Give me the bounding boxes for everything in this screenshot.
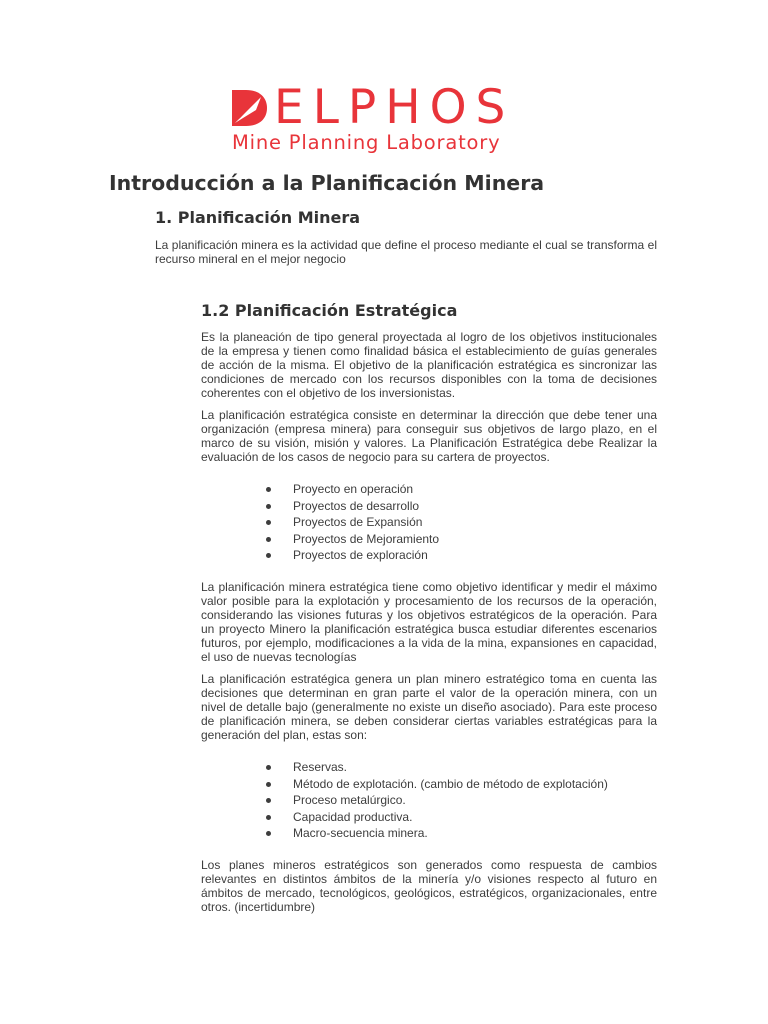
bullet-icon <box>266 537 271 542</box>
paragraph-plan-minero-estrategico: La planificación estratégica genera un plan minero estratégico toma en cuenta las decisiones que determinan en gran parte el valor de la operación minera, con un nivel de detalle bajo (generalmente no existe un diseño asociado). Para este proceso de planificación minera, se deben considerar ciertas variables estratégicas para la generación del plan, estas son: <box>201 671 657 742</box>
bullet-icon <box>266 765 271 770</box>
stylized-d-feather-icon <box>230 88 268 128</box>
paragraph-definition: La planificación minera es la actividad que define el proceso mediante el cual se transforma el recurso mineral en el mejor negocio <box>155 238 657 266</box>
section-heading-planificacion-estrategica: 1.2 Planificación Estratégica <box>201 301 458 320</box>
bullet-icon <box>266 504 271 509</box>
list-item: Macro-secuencia minera. <box>155 825 657 842</box>
bullet-icon <box>266 553 271 558</box>
bullet-icon <box>266 798 271 803</box>
list-item: Proyecto en operación <box>155 481 657 498</box>
list-item: Proyectos de Expansión <box>155 514 657 531</box>
list-item: Proyectos de desarrollo <box>155 498 657 515</box>
list-item: Método de explotación. (cambio de método de explotación) <box>155 776 657 793</box>
document-body <box>155 207 657 914</box>
list-item: Proyectos de exploración <box>155 547 657 564</box>
bullet-icon <box>266 831 271 836</box>
bullet-icon <box>266 487 271 492</box>
list-item: Proyectos de Mejoramiento <box>155 531 657 548</box>
paragraph-planes-estrategicos: Los planes mineros estratégicos son generados como respuesta de cambios relevantes en distintos ámbitos de la minería y/o visiones respecto al futuro en ámbitos de mercado, tecnológicos, geológicos, estratégicos, organizacionales, entre otros. (incertidumbre) <box>201 857 657 914</box>
delphos-logo <box>230 80 550 160</box>
logo-wordmark: ELPHOS <box>274 80 515 135</box>
document-title: Introducción a la Planificación Minera <box>109 171 545 195</box>
list-item: Reservas. <box>155 759 657 776</box>
list-item: Proceso metalúrgico. <box>155 792 657 809</box>
paragraph-planeacion-general: Es la planeación de tipo general proyectada al logro de los objetivos institucionales de la empresa y tienen como finalidad básica el establecimiento de guías generales de acción de la misma. El objetivo de la planificación estratégica es sincronizar las condiciones de mercado con los recursos disponibles con la toma de decisiones coherentes con el objetivo de los inversionistas. <box>201 330 657 400</box>
project-portfolio-list <box>155 481 657 564</box>
strategic-variables-list <box>155 759 657 842</box>
bullet-icon <box>266 815 271 820</box>
list-item: Capacidad productiva. <box>155 809 657 826</box>
paragraph-direccion-organizacion: La planificación estratégica consiste en determinar la dirección que debe tener una organización (empresa minera) para conseguir sus objetivos de largo plazo, en el marco de su visión, misión y valores. La Planificación Estratégica debe Realizar la evaluación de los casos de negocio para su cartera de proyectos. <box>201 408 657 464</box>
section-heading-planificacion-minera: 1. Planificación Minera <box>155 208 361 227</box>
bullet-icon <box>266 520 271 525</box>
logo-subtitle: Mine Planning Laboratory <box>232 131 501 154</box>
paragraph-objetivo-estrategico: La planificación minera estratégica tiene como objetivo identificar y medir el máximo valor posible para la explotación y procesamiento de los recursos de la operación, considerando las visiones futuras y los objetivos estratégicos de la operación. Para un proyecto Minero la planificación estratégica busca estudiar diferentes escenarios futuros, por ejemplo, modificaciones a la vida de la mina, expansiones en capacidad, el uso de nuevas tecnologías <box>201 579 657 664</box>
bullet-icon <box>266 782 271 787</box>
